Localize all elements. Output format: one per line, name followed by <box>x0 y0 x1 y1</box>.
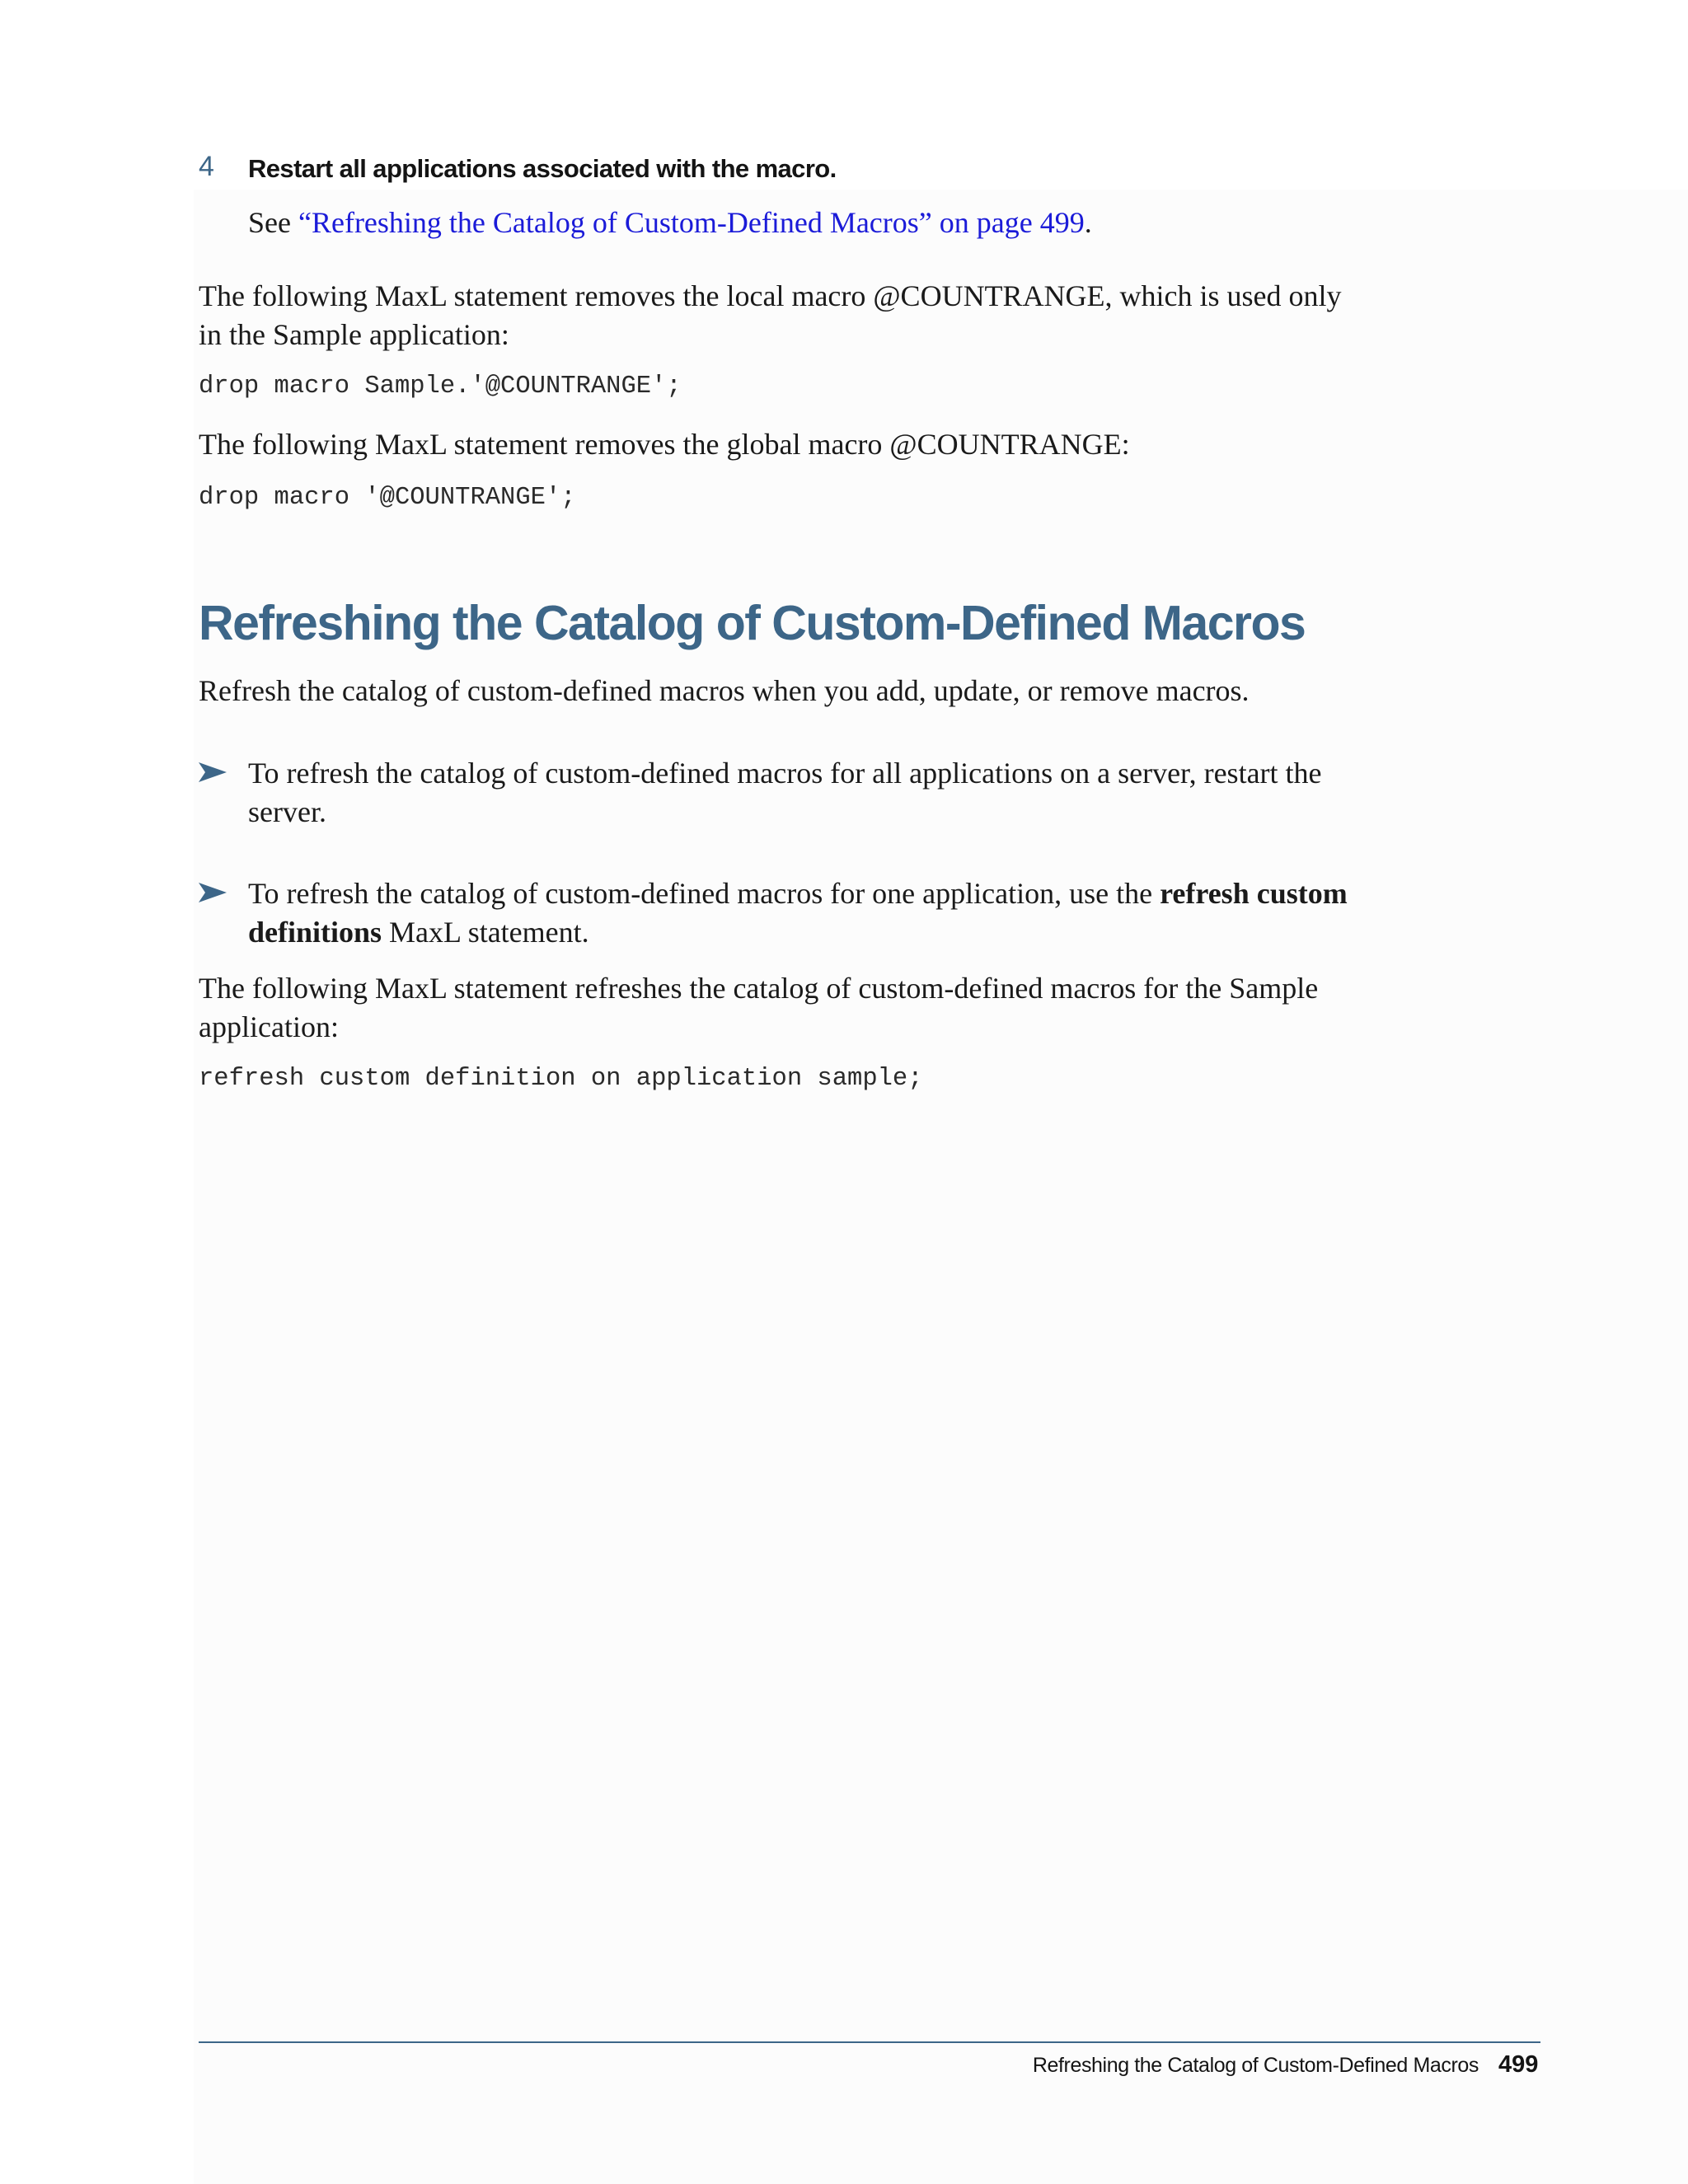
footer-page-number: 499 <box>1498 2051 1539 2078</box>
code-drop-local: drop macro Sample.'@COUNTRANGE'; <box>199 373 682 401</box>
arrow-bullet-icon <box>197 756 230 789</box>
see-suffix: . <box>1084 206 1092 239</box>
code-refresh-definition: refresh custom definition on application sample; <box>199 1065 923 1093</box>
bullet-text-post: MaxL statement. <box>382 916 589 949</box>
bullet-keyword: refresh custom definitions <box>248 877 1348 949</box>
footer-rule <box>199 2041 1540 2043</box>
bullet-refresh-statement <box>248 874 1353 952</box>
step-number: 4 <box>199 151 214 182</box>
see-link[interactable]: “Refreshing the Catalog of Custom-Defined Macros” on page 499 <box>298 206 1085 239</box>
see-reference <box>248 204 1092 241</box>
paragraph-global-macro: The following MaxL statement removes the global macro @COUNTRANGE: <box>199 428 1130 461</box>
step-heading: Restart all applications associated with the macro. <box>248 154 837 183</box>
section-intro: Refresh the catalog of custom-defined macros when you add, update, or remove macros. <box>199 674 1250 707</box>
paragraph-local-macro: The following MaxL statement removes the local macro @COUNTRANGE, which is used only in the Sample application: <box>199 279 1342 351</box>
paragraph-refresh-sample: The following MaxL statement refreshes the catalog of custom-defined macros for the Sample application: <box>199 972 1319 1043</box>
see-prefix: See <box>248 206 298 239</box>
arrow-bullet-icon <box>197 876 230 909</box>
section-heading: Refreshing the Catalog of Custom-Defined Macros <box>199 596 1306 650</box>
bullet-text-pre: To refresh the catalog of custom-defined macros for one application, use the <box>248 877 1160 910</box>
footer-section-title: Refreshing the Catalog of Custom-Defined Macros <box>1032 2054 1479 2077</box>
bullet-restart-server: To refresh the catalog of custom-defined macros for all applications on a server, restart the server. <box>248 757 1322 828</box>
code-drop-global: drop macro '@COUNTRANGE'; <box>199 484 576 512</box>
